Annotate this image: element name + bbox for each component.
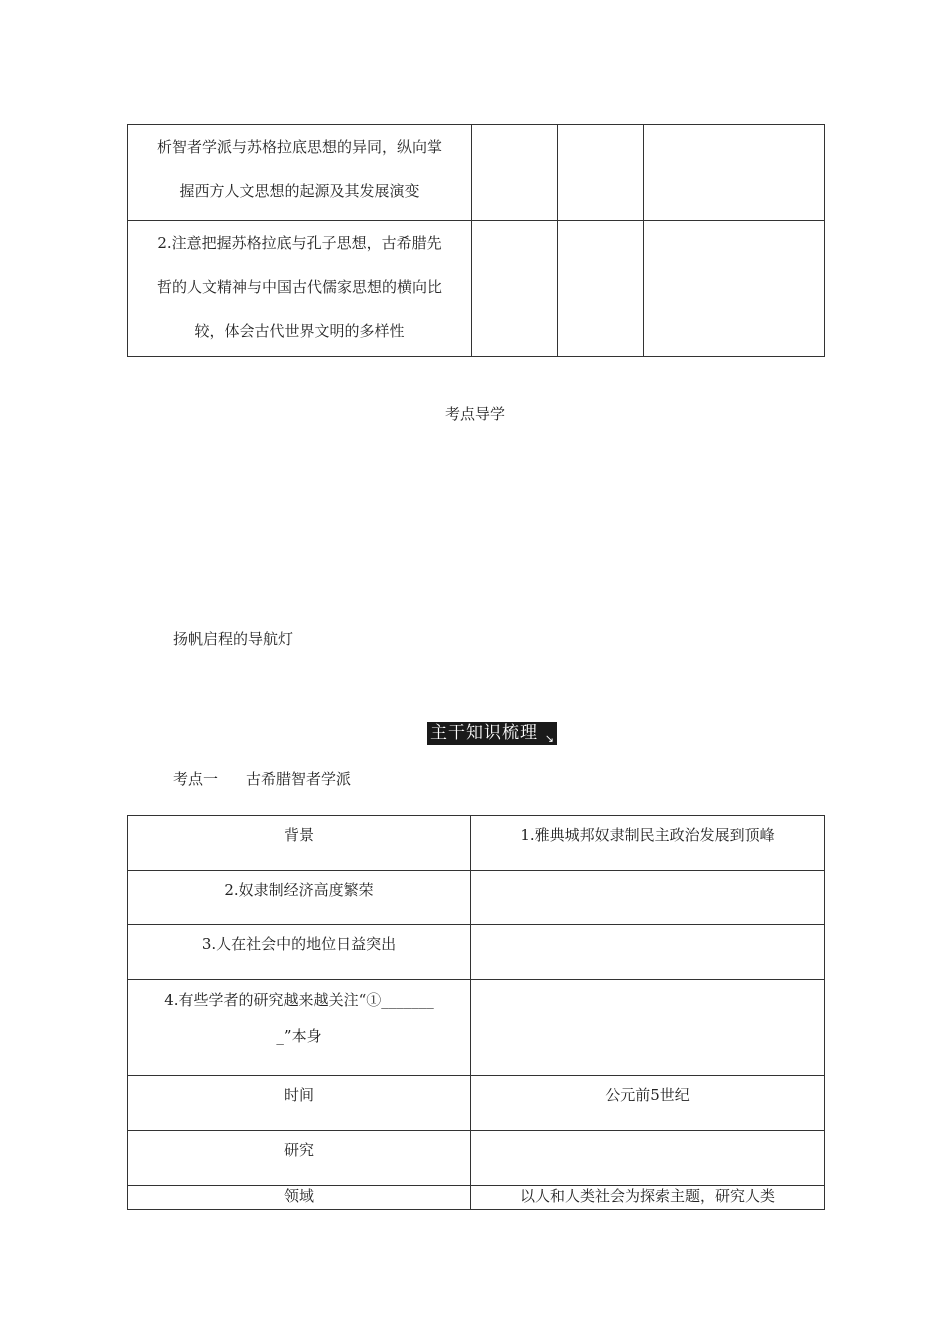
- row-value-cell: 1.雅典城邦奴隶制民主政治发展到顶峰: [471, 816, 825, 871]
- arrow-icon: ↘: [544, 732, 555, 745]
- table-row: [128, 980, 825, 1076]
- row-label-cell: 3.人在社会中的地位日益突出: [128, 925, 471, 980]
- subtitle: 扬帆启程的导航灯: [173, 630, 294, 648]
- objective-cell: 2.注意把握苏格拉底与孔子思想，古希腊先 哲的人文精神与中国古代儒家思想的横向比 较，体会古代世界文明的多样性: [128, 221, 472, 357]
- objective-cell: 析智者学派与苏格拉底思想的异同，纵向掌 握西方人文思想的起源及其发展演变: [128, 125, 472, 221]
- row-value-cell: [471, 980, 825, 1076]
- topic-title: 古希腊智者学派: [246, 770, 352, 788]
- table-row: [128, 816, 825, 871]
- table-row: [128, 1131, 825, 1186]
- row-value-cell: 公元前5世纪: [471, 1076, 825, 1131]
- empty-cell: [472, 125, 558, 221]
- row-label-cell: 领域: [128, 1186, 471, 1210]
- table-row: [128, 125, 825, 221]
- table-row: [128, 871, 825, 925]
- row-label-cell: 4.有些学者的研究越来越关注“①_______ _”本身: [128, 980, 471, 1076]
- empty-cell: [558, 221, 644, 357]
- row-label-cell: 背景: [128, 816, 471, 871]
- row-label-cell: 2.奴隶制经济高度繁荣: [128, 871, 471, 925]
- section-banner: [427, 722, 557, 745]
- empty-cell: [644, 125, 825, 221]
- banner-label: 主干知识梳理: [430, 723, 538, 743]
- objectives-table: [127, 124, 825, 357]
- table-row: [128, 925, 825, 980]
- topic-heading: [173, 768, 379, 789]
- row-value-cell: [471, 925, 825, 980]
- row-label-cell: 研究: [128, 1131, 471, 1186]
- row-value-cell: 以人和人类社会为探索主题，研究人类: [471, 1186, 825, 1210]
- knowledge-table: [127, 815, 825, 1210]
- table-row: [128, 221, 825, 357]
- table-row: [128, 1076, 825, 1131]
- row-value-cell: [471, 1131, 825, 1186]
- section-title: 考点导学: [444, 405, 505, 423]
- empty-cell: [472, 221, 558, 357]
- topic-label: 考点一: [173, 770, 219, 788]
- empty-cell: [644, 221, 825, 357]
- row-value-cell: [471, 871, 825, 925]
- table-row: [128, 1186, 825, 1210]
- empty-cell: [558, 125, 644, 221]
- row-label-cell: 时间: [128, 1076, 471, 1131]
